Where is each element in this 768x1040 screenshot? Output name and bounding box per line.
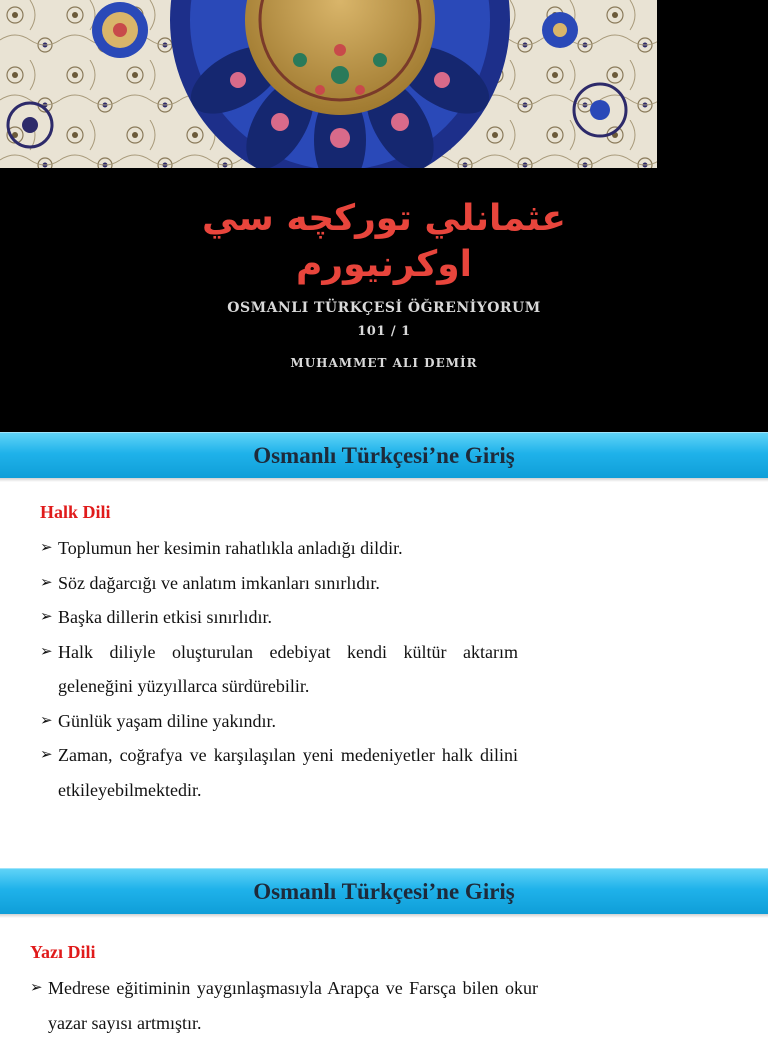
arrow-bullet-icon: ➢: [40, 643, 53, 660]
arrow-bullet-icon: ➢: [40, 712, 53, 729]
section-title: Halk Dili: [40, 502, 111, 522]
bullet-item: [40, 566, 518, 601]
slide-yazi-dili: [0, 866, 768, 1033]
arrow-bullet-icon: ➢: [30, 980, 43, 996]
bullet-item: [40, 635, 518, 704]
ornament-image: [0, 0, 657, 168]
author-name: MUHAMMET ALI DEMİR: [290, 356, 478, 370]
cover-slide: [0, 0, 768, 432]
bullet-text: Toplumun her kesimin rahatlıkla anladığı dildir.: [58, 538, 403, 558]
section-title: Yazı Dili: [30, 942, 96, 962]
bullet-list: [40, 531, 518, 807]
bullet-text: Söz dağarcığı ve anlatım imkanları sınırlıdır.: [58, 572, 380, 593]
bullet-list: [30, 971, 538, 1040]
slide-halk-dili: [0, 432, 768, 866]
bullet-item: [40, 704, 518, 739]
bullet-text: Medrese eğitiminin yaygınlaşmasıyla Arapça ve Farsça bilen okur yazar sayısı artmıştır.: [48, 978, 538, 1033]
arabic-title: [0, 196, 768, 288]
arabic-title-line-2: اوكرنيورم: [296, 244, 472, 285]
bullet-item: [30, 971, 538, 1040]
bullet-text: Halk diliyle oluşturulan edebiyat kendi kültür aktarım geleneğini yüzyıllarca sürdürebilir.: [58, 641, 518, 696]
cover-subtitle: OSMANLI TÜRKÇESİ ÖĞRENİYORUM: [227, 300, 541, 316]
arabic-title-line-1: عثمانلي توركچه سي: [202, 198, 566, 239]
slide-header: Osmanlı Türkçesi’ne Giriş: [0, 868, 768, 914]
bullet-text: Günlük yaşam diline yakındır.: [58, 710, 276, 731]
bullet-item: [40, 600, 518, 635]
bullet-item: [40, 738, 518, 807]
bullet-text: Başka dillerin etkisi sınırlıdır.: [58, 607, 272, 627]
arrow-bullet-icon: ➢: [40, 540, 53, 556]
bullet-item: [40, 531, 518, 566]
course-code: 101 / 1: [357, 324, 411, 339]
arrow-bullet-icon: ➢: [40, 609, 53, 625]
arrow-bullet-icon: ➢: [40, 747, 53, 763]
arrow-bullet-icon: ➢: [40, 574, 53, 591]
bullet-text: Zaman, coğrafya ve karşılaşılan yeni medeniyetler halk dilini etkileyebilmektedir.: [58, 745, 518, 800]
slide-header: Osmanlı Türkçesi’ne Giriş: [0, 432, 768, 478]
